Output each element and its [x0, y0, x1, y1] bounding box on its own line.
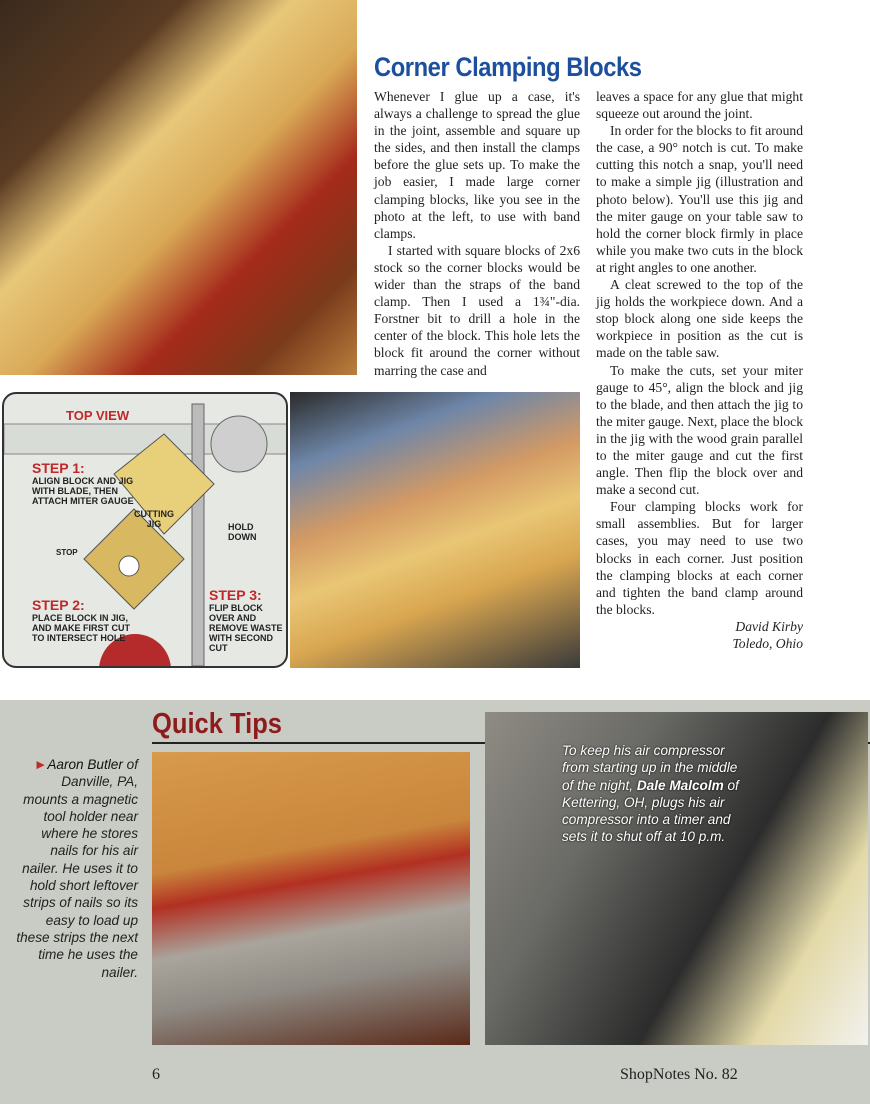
step-3 [209, 587, 288, 653]
step-2-text: PLACE BLOCK IN JIG, AND MAKE FIRST CUT TO INTERSECT HOLE [32, 613, 130, 643]
tip-2-intro: To keep his air compressor from starting up in the middle of the night, [562, 743, 738, 793]
stop-label: STOP [56, 548, 78, 557]
paragraph: I started with square blocks of 2x6 stock so the corner blocks would be wider than the straps of the band clamp. Then I used a 1¾"-dia. Forstner bit to drill a hole in the center of the block. This hole lets the block fit around the corner without marring the case and [374, 242, 580, 378]
tip-1-body: of Danville, PA, mounts a magnetic tool holder near where he stores nails for his air nailer. He uses it to hold short leftover strips of nails so its easy to load up these strips the next time he uses the nailer. [16, 757, 138, 980]
hold-down-label: HOLD DOWN [228, 522, 257, 542]
paragraph: To make the cuts, set your miter gauge to 45°, align the block and jig to the blade, and then attach the jig to the miter gauge. Next, place the block in the jig with the wood grain parallel to the miter gauge and cut the first angle. Then flip the block over and make a second cut. [596, 362, 803, 498]
tip-2-name: Dale Malcolm [636, 777, 724, 793]
article-column-2 [596, 88, 803, 652]
publication-name: ShopNotes No. 82 [620, 1066, 738, 1083]
triangle-bullet-icon: ► [33, 757, 48, 772]
jig-diagram [2, 392, 288, 668]
tip-1-text [14, 756, 138, 981]
quick-tips-heading: Quick Tips [152, 708, 283, 740]
cutting-jig-label: CUTTING JIG [134, 509, 174, 529]
paragraph: In order for the blocks to fit around the case, a 90° notch is cut. To make cutting this notch a snap, you'll need to make a simple jig (illustration and photo below). You'll use this jig and the miter gauge on your table saw to hold the corner block firmly in place while you make two cuts in the block at right angles to one another. [596, 123, 803, 275]
paragraph: leaves a space for any glue that might squeeze out around the joint. [596, 89, 803, 122]
author-name: David Kirby [735, 618, 803, 634]
tip-2-body: of Kettering, OH, plugs his air compressor into a timer and sets it to shut off at 10 p.m. [562, 777, 739, 845]
article-title: Corner Clamping Blocks [374, 52, 642, 82]
author-location: Toledo, Ohio [732, 636, 803, 651]
diagram-title: TOP VIEW [66, 408, 130, 423]
tip-1-name: Aaron Butler [47, 757, 123, 772]
paragraph: Whenever I glue up a case, it's always a challenge to spread the glue in the joint, assemble and square up the sides, and then install the clamps before the glue sets up. To make the job easier, I made large corner clamping blocks, like you see in the photo at the left, to use with band clamps. [374, 89, 580, 241]
magnetic-tool-holder-photo [152, 752, 470, 1045]
paragraph: Four clamping blocks work for small assemblies. But for larger cases, you may need to use two blocks in each corner. Just position the clamping blocks at each corner and tighten the band clamp around the blocks. [596, 499, 803, 617]
page-number: 6 [152, 1066, 160, 1083]
step-2-heading: STEP 2: [32, 597, 85, 613]
paragraph: A cleat screwed to the top of the jig holds the workpiece down. And a stop block along one side keeps the workpiece in position as the cut is made on the table saw. [596, 277, 803, 361]
tip-2-text [562, 742, 747, 846]
step-1-heading: STEP 1: [32, 460, 85, 476]
jig-cutting-photo [290, 392, 580, 668]
step-3-heading: STEP 3: [209, 587, 262, 603]
step-1 [32, 460, 142, 506]
step-2 [32, 597, 132, 643]
step-1-text: ALIGN BLOCK AND JIG WITH BLADE, THEN ATTACH MITER GAUGE [32, 476, 134, 506]
article-column-1 [374, 88, 580, 379]
clamping-blocks-photo [0, 0, 357, 375]
step-3-text: FLIP BLOCK OVER AND REMOVE WASTE WITH SECOND CUT [209, 603, 283, 653]
